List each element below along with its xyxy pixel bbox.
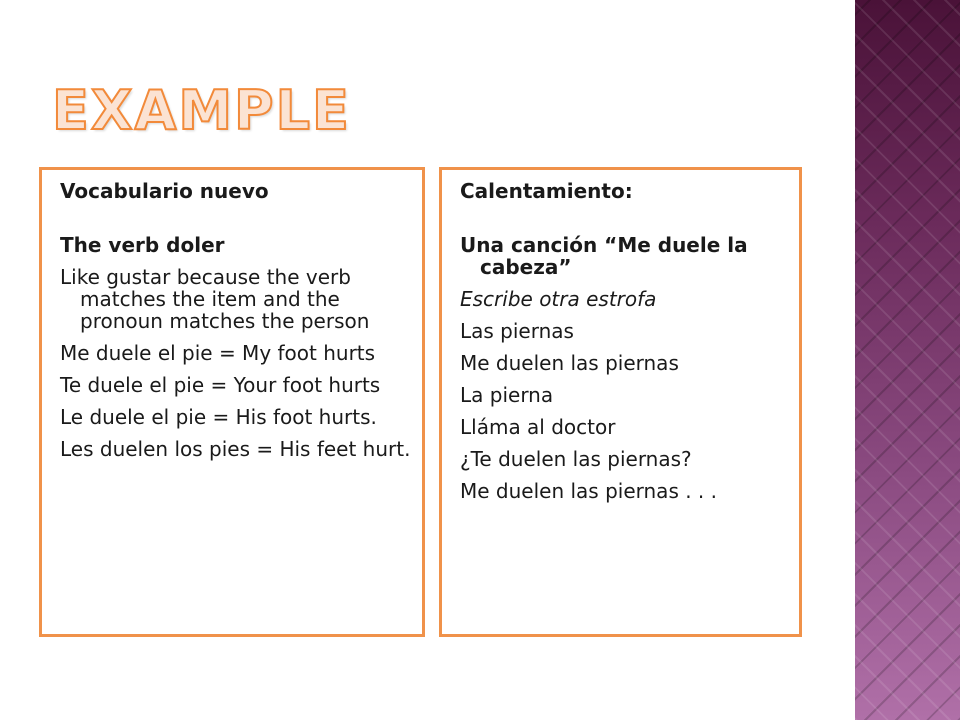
warmup-line: Lláma al doctor <box>460 415 616 439</box>
warmup-line: Escribe otra estrofa <box>460 287 657 311</box>
warmup-heading: Calentamiento: <box>460 179 633 203</box>
slide-title: EXAMPLE <box>52 79 351 142</box>
vocabulary-heading: Vocabulario nuevo <box>60 179 269 203</box>
warmup-line: Una canción “Me duele la cabeza” <box>460 233 748 279</box>
decorative-side-band <box>855 0 960 720</box>
vocabulary-box <box>39 167 425 637</box>
vocabulary-line: Le duele el pie = His foot hurts. <box>60 405 377 429</box>
vocabulary-line: Me duele el pie = My foot hurts <box>60 341 376 365</box>
vocabulary-line: Les duelen los pies = His feet hurt. <box>60 437 411 461</box>
warmup-line: Me duelen las piernas . . . <box>460 479 718 503</box>
vocabulary-line: The verb doler <box>60 233 225 257</box>
warmup-line: ¿Te duelen las piernas? <box>460 447 692 471</box>
warmup-line: Me duelen las piernas <box>460 351 679 375</box>
vocabulary-line: Like gustar because the verb matches the item and the pronoun matches the person <box>60 265 370 333</box>
warmup-line: La pierna <box>460 383 554 407</box>
warmup-box <box>439 167 802 637</box>
vocabulary-line: Te duele el pie = Your foot hurts <box>60 373 381 397</box>
warmup-line: Las piernas <box>460 319 574 343</box>
